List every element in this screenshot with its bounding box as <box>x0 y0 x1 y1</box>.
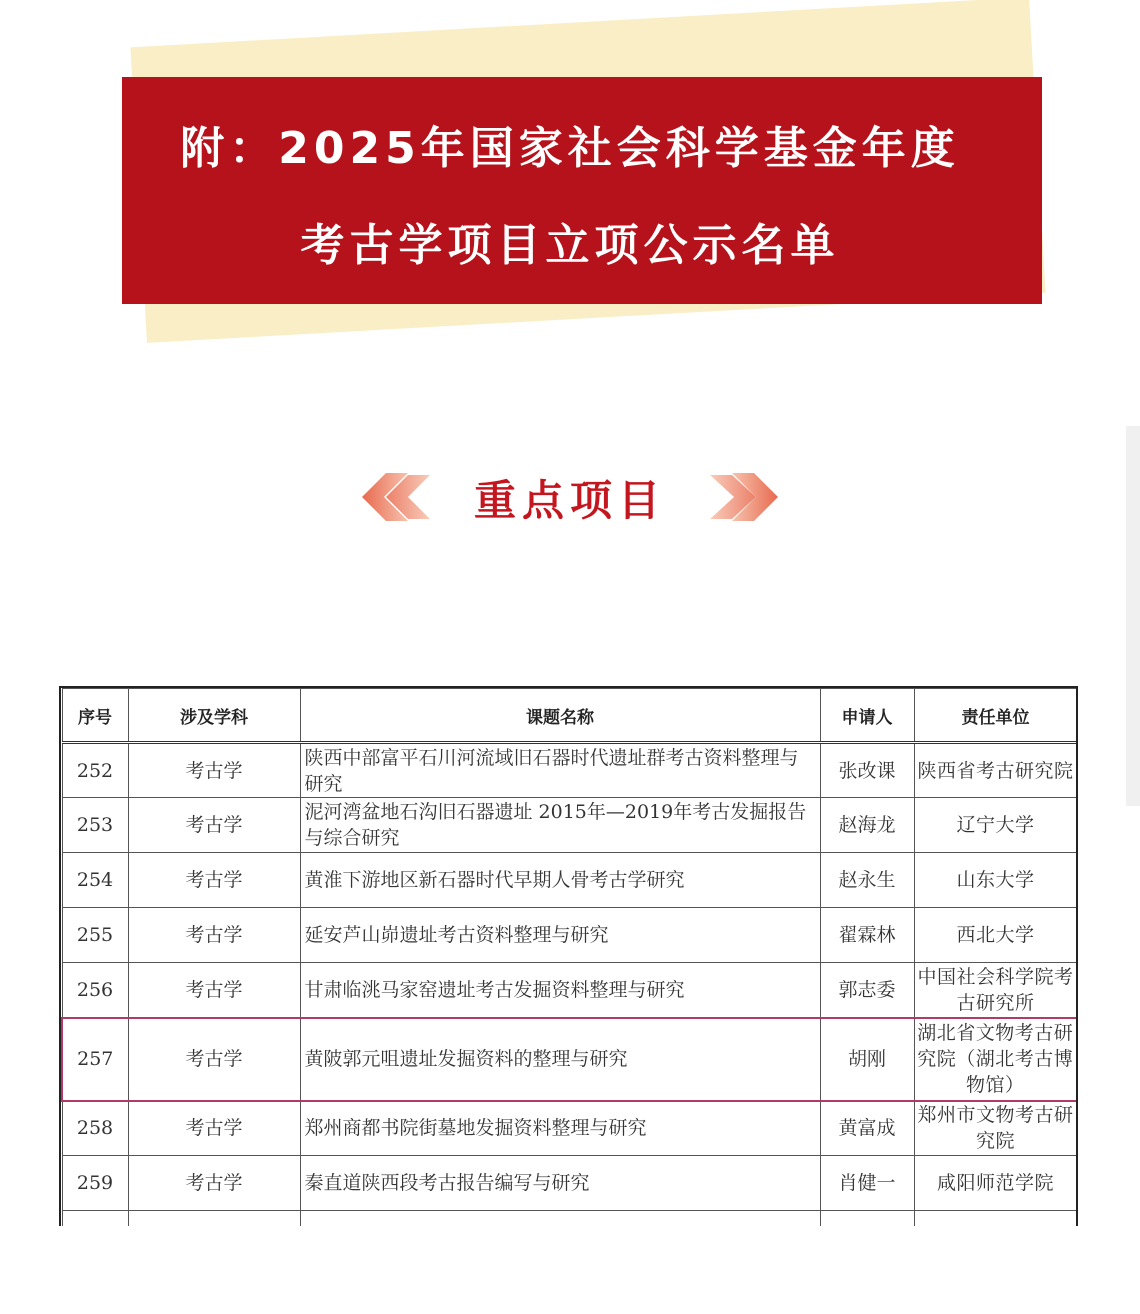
cell-unit: 咸阳师范学院 <box>914 1156 1077 1211</box>
cell-title: 陕西中部富平石川河流域旧石器时代遗址群考古资料整理与研究 <box>300 743 820 798</box>
cell-applicant: 黄富成 <box>820 1101 914 1156</box>
header-title: 课题名称 <box>300 689 820 743</box>
table-header-row <box>62 689 1077 743</box>
cell-applicant: 赵永生 <box>820 853 914 908</box>
table-row-highlighted <box>62 1018 1077 1101</box>
cell-title: 郑州商都书院街墓地发掘资料整理与研究 <box>300 1101 820 1156</box>
cell-no: 256 <box>62 963 128 1018</box>
section-title: 重点项目 <box>473 476 666 525</box>
cell-title: 黄陂郭元咀遗址发掘资料的整理与研究 <box>300 1018 820 1101</box>
cell-no: 258 <box>62 1101 128 1156</box>
cell-title: 泥河湾盆地石沟旧石器遗址 2015年—2019年考古发掘报告与综合研究 <box>300 798 820 853</box>
cell-no: 254 <box>62 853 128 908</box>
cell-unit: 郑州市文物考古研究院 <box>914 1101 1077 1156</box>
header-subject: 涉及学科 <box>128 689 300 743</box>
table-row-partial <box>62 1211 1077 1227</box>
table-row <box>62 743 1077 798</box>
cell-unit: 陕西省考古研究院 <box>914 743 1077 798</box>
cell-applicant: 张改课 <box>820 743 914 798</box>
table-row <box>62 1101 1077 1156</box>
cell-title: 延安芦山峁遗址考古资料整理与研究 <box>300 908 820 963</box>
double-chevron-right-icon <box>706 472 778 522</box>
cell-applicant: 翟霖林 <box>820 908 914 963</box>
cell-title: 甘肃临洮马家窑遗址考古发掘资料整理与研究 <box>300 963 820 1018</box>
cell-no: 252 <box>62 743 128 798</box>
cell-unit: 中国社会科学院考古研究所 <box>914 963 1077 1018</box>
table-row <box>62 853 1077 908</box>
page-title-line-1: 附：2025年国家社会科学基金年度 <box>180 123 960 174</box>
project-table-grid <box>61 688 1078 1226</box>
cell-subject: 考古学 <box>128 963 300 1018</box>
cell-subject: 考古学 <box>128 798 300 853</box>
cell-subject: 考古学 <box>128 1018 300 1101</box>
table-row <box>62 1156 1077 1211</box>
header-applicant: 申请人 <box>820 689 914 743</box>
project-table <box>59 686 1078 1226</box>
scrollbar[interactable] <box>1126 426 1140 806</box>
header-no: 序号 <box>62 689 128 743</box>
cell-subject: 考古学 <box>128 908 300 963</box>
table-row <box>62 908 1077 963</box>
cell-applicant: 赵海龙 <box>820 798 914 853</box>
table-row <box>62 963 1077 1018</box>
cell-no: 253 <box>62 798 128 853</box>
cell-unit: 山东大学 <box>914 853 1077 908</box>
cell-subject: 考古学 <box>128 743 300 798</box>
cell-applicant: 郭志委 <box>820 963 914 1018</box>
page-title-line-2: 考古学项目立项公示名单 <box>300 220 840 271</box>
cell-unit: 辽宁大学 <box>914 798 1077 853</box>
cell-no: 255 <box>62 908 128 963</box>
header-unit: 责任单位 <box>914 689 1077 743</box>
cell-title: 秦直道陕西段考古报告编写与研究 <box>300 1156 820 1211</box>
cell-subject: 考古学 <box>128 853 300 908</box>
cell-applicant: 肖健一 <box>820 1156 914 1211</box>
cell-unit: 西北大学 <box>914 908 1077 963</box>
table-row <box>62 798 1077 853</box>
cell-subject: 考古学 <box>128 1101 300 1156</box>
cell-title: 黄淮下游地区新石器时代早期人骨考古学研究 <box>300 853 820 908</box>
cell-subject: 考古学 <box>128 1156 300 1211</box>
section-header <box>0 466 1140 526</box>
cell-no: 257 <box>62 1018 128 1101</box>
cell-applicant: 胡刚 <box>820 1018 914 1101</box>
cell-unit: 湖北省文物考古研究院（湖北考古博物馆） <box>914 1018 1077 1101</box>
cell-no: 259 <box>62 1156 128 1211</box>
